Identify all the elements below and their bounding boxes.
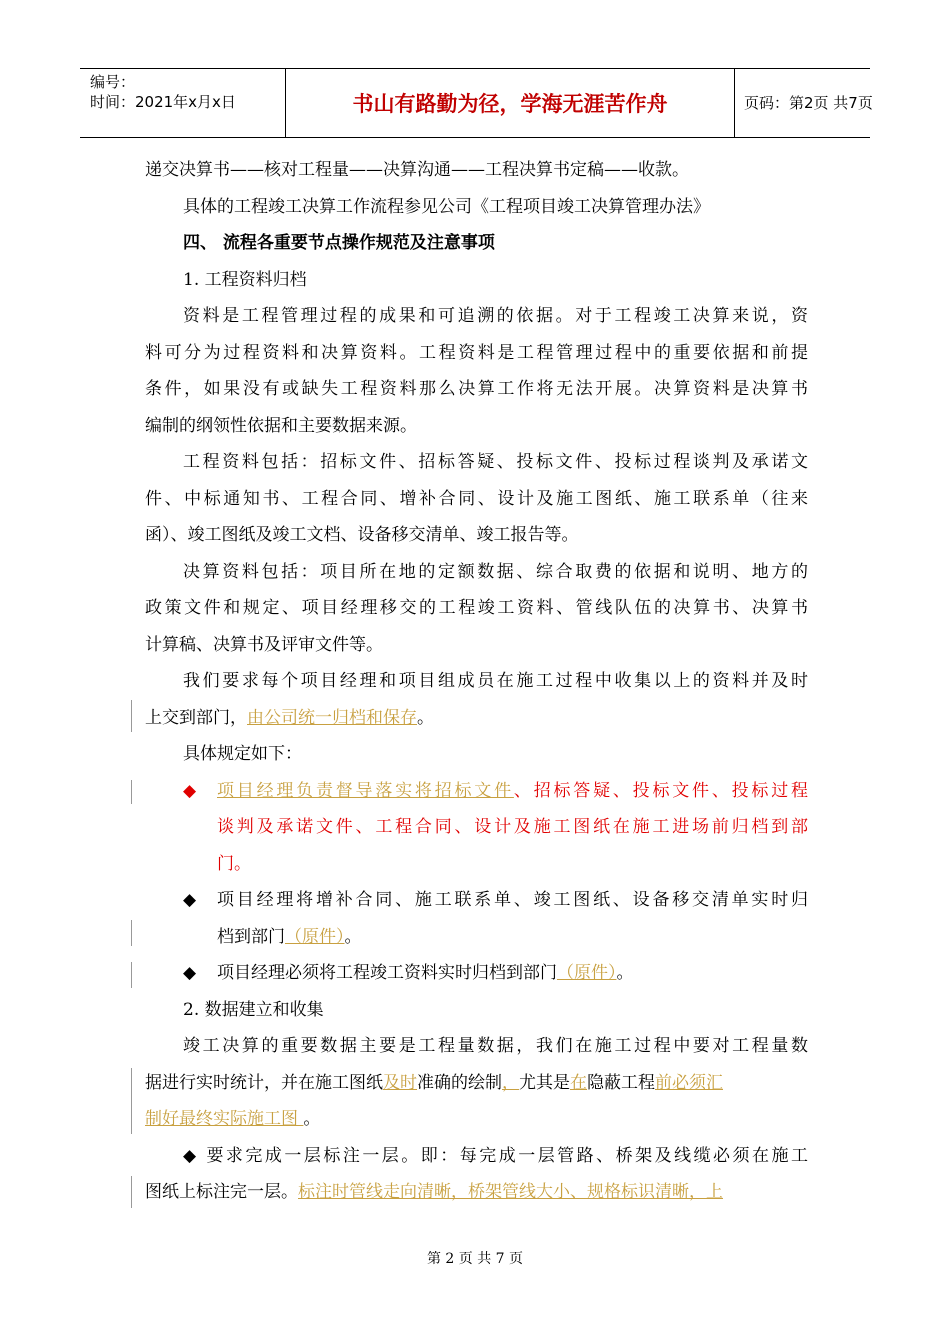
page-header: [80, 68, 873, 138]
header-slogan-cell: [285, 69, 735, 137]
document-body: [145, 152, 808, 1211]
revision-bar: [131, 962, 132, 988]
paragraph-line: 函）、竣工图纸及竣工文档、设备移交清单、竣工报告等。: [145, 525, 579, 545]
tracked-insertion: 在: [570, 1072, 587, 1093]
text-run: 。: [616, 963, 634, 983]
text-run: 、招标答疑、投标文件、投标过程: [513, 780, 809, 801]
bullet-continuation: 门。: [217, 853, 251, 874]
revision-bar: [131, 700, 132, 732]
paragraph-line: [145, 1101, 808, 1138]
paragraph-line: 计算稿、决算书及评审文件等。: [145, 634, 383, 655]
revision-bar: [131, 920, 132, 946]
tracked-insertion: 标注时管线走向清晰，桥架管线大小、规格标识清晰，上: [298, 1182, 723, 1202]
header-meta-cell: [80, 69, 285, 137]
bullet-item: [145, 882, 808, 919]
header-page-number: 页码：第2页 共7页: [744, 93, 873, 112]
text-run: 隐蔽工程: [587, 1072, 655, 1093]
paragraph-line: 决算资料包括：项目所在地的定额数据、综合取费的依据和说明、地方的: [183, 561, 808, 582]
text-run: 。: [417, 707, 434, 728]
tracked-insertion: 前必须汇: [655, 1072, 723, 1093]
bullet-item: [145, 773, 808, 810]
bullet-continuation: 谈判及承诺文件、工程合同、设计及施工图纸在施工进场前归档到部: [217, 817, 808, 837]
revision-bar: [131, 1068, 132, 1134]
text-run: 据进行实时统计，并在施工图纸: [145, 1072, 383, 1093]
diamond-bullet-icon: ◆: [183, 780, 197, 801]
text-run: 项目经理将增补合同、施工联系单、竣工图纸、设备移交清单实时归: [217, 890, 808, 910]
tracked-insertion: 项目经理负责督导落实将招标文件: [217, 780, 514, 801]
tracked-insertion: 制好最终实际施工图: [145, 1109, 304, 1129]
text-run: 准确的绘制: [417, 1072, 502, 1093]
paragraph-line: 具体规定如下：: [183, 744, 302, 764]
document-number: 编号：: [90, 73, 136, 91]
paragraph-line: [145, 1174, 808, 1211]
paragraph-line: 具体的工程竣工决算工作流程参见公司《工程项目竣工决算管理办法》: [183, 196, 710, 217]
diamond-bullet-icon: ◆: [183, 890, 197, 910]
document-date: 时间：2021年x月x日: [90, 93, 236, 111]
tracked-insertion: 及时: [383, 1072, 417, 1093]
paragraph-line: 编制的纲领性依据和主要数据来源。: [145, 415, 417, 436]
tracked-insertion: （原件）: [557, 963, 617, 983]
paragraph-line: 料可分为过程资料和决算资料。工程资料是工程管理过程中的重要依据和前提: [145, 342, 808, 363]
paragraph-line: 政策文件和规定、项目经理移交的工程竣工资料、管线队伍的决算书、决算书: [145, 598, 808, 618]
header-page-cell: [734, 69, 880, 137]
text-run: 图纸上标注完一层。: [145, 1182, 298, 1202]
tracked-insertion: 由公司统一归档和保存: [247, 707, 417, 728]
text-run: 项目经理必须将工程竣工资料实时归档到部门: [217, 963, 557, 983]
revision-bar: [131, 780, 132, 804]
paragraph-line: 工程资料包括：招标文件、招标答疑、投标文件、投标过程谈判及承诺文: [183, 452, 808, 472]
page-footer: 第 2 页 共 7 页: [426, 1251, 524, 1267]
text-run: 档到部门: [217, 926, 285, 947]
text-run: 上交到部门，: [145, 707, 247, 728]
paragraph-line: 资料是工程管理过程的成果和可追溯的依据。对于工程竣工决算来说，资: [183, 306, 808, 326]
paragraph-line: [145, 1065, 808, 1102]
tracked-insertion: ，: [502, 1072, 519, 1093]
section-heading: 四、 流程各重要节点操作规范及注意事项: [183, 233, 495, 253]
paragraph-line: [145, 700, 808, 737]
bullet-continuation: [145, 919, 808, 956]
paragraph-line: 件、中标通知书、工程合同、增补合同、设计及施工图纸、施工联系单（往来: [145, 488, 808, 509]
header-slogan: 书山有路勤为径，学海无涯苦作舟: [352, 92, 668, 116]
subsection-heading: 1. 工程资料归档: [183, 269, 307, 290]
paragraph-line: ◆ 要求完成一层标注一层。即：每完成一层管路、桥架及线缆必须在施工: [183, 1145, 808, 1166]
paragraph-line: 递交决算书——核对工程量——决算沟通——工程决算书定稿——收款。: [145, 160, 689, 180]
paragraph-line: 竣工决算的重要数据主要是工程量数据，我们在施工过程中要对工程量数: [183, 1036, 808, 1056]
paragraph-line: 条件，如果没有或缺失工程资料那么决算工作将无法开展。决算资料是决算书: [145, 379, 808, 399]
tracked-insertion: （原件）: [285, 926, 345, 947]
diamond-bullet-icon: ◆: [183, 963, 197, 983]
subsection-heading: 2. 数据建立和收集: [183, 999, 324, 1020]
bullet-item: [145, 955, 808, 992]
paragraph-line: 我们要求每个项目经理和项目组成员在施工过程中收集以上的资料并及时: [183, 671, 808, 691]
text-run: 。: [344, 926, 362, 947]
text-run: 。: [303, 1109, 321, 1129]
text-run: 尤其是: [519, 1072, 570, 1093]
revision-bar: [131, 1176, 132, 1208]
